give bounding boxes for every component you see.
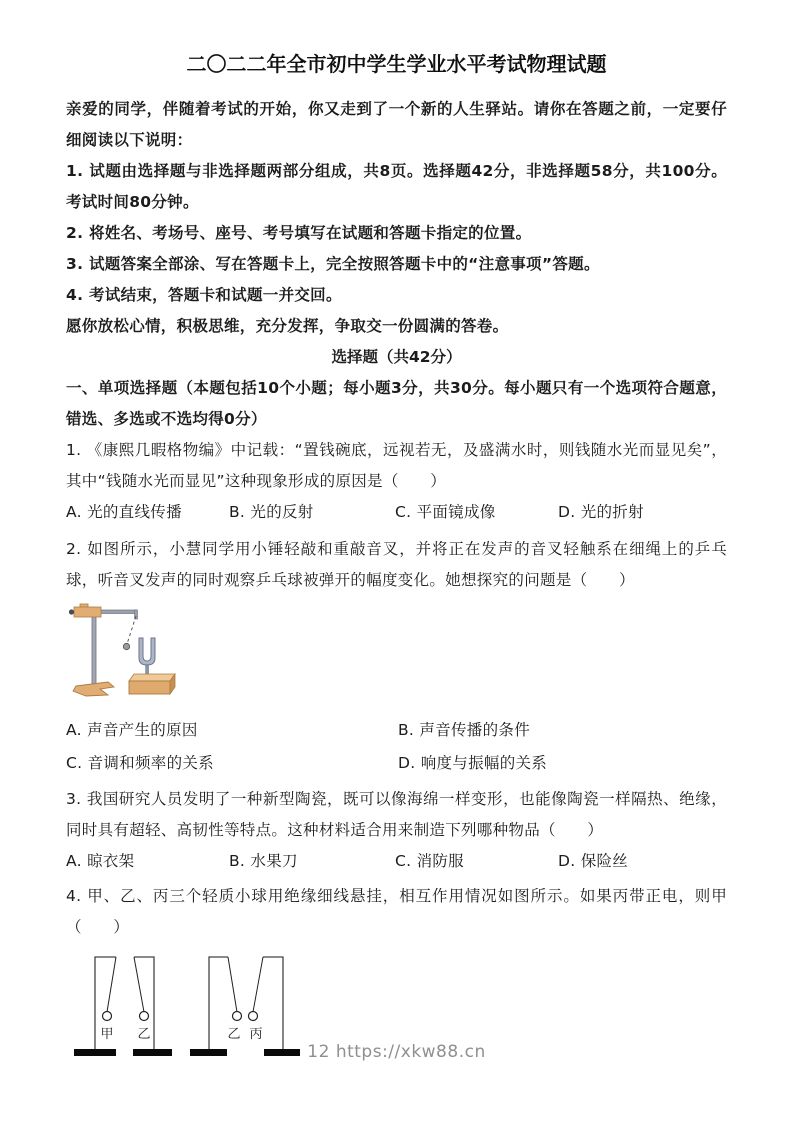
question-2-option-c: C. 音调和频率的关系 — [66, 754, 214, 772]
label-bing: 丙 — [249, 1027, 263, 1042]
stand-frame-3-left — [209, 957, 228, 1053]
label-yi-1: 乙 — [137, 1027, 151, 1042]
question-2-option-d: D. 响度与振幅的关系 — [398, 754, 548, 772]
tuning-fork — [139, 638, 155, 665]
stand-base — [73, 682, 114, 696]
question-1-options — [66, 497, 727, 528]
question-3-option-b: B. 水果刀 — [229, 852, 298, 870]
question-3-option-d: D. 保险丝 — [558, 852, 629, 870]
question-2-figure — [68, 602, 727, 712]
question-3-option-c: C. 消防服 — [395, 852, 464, 870]
question-2-option-a: A. 声音产生的原因 — [66, 721, 198, 739]
question-4-stem: 4. 甲、乙、丙三个轻质小球用绝缘细线悬挂，相互作用情况如图所示。如果丙带正电，则甲（ ） — [66, 887, 727, 936]
string-jia — [107, 957, 116, 1012]
section-header-choice: 选择题（共42分） — [331, 348, 462, 366]
ping-pong-ball — [123, 643, 129, 649]
wish-line: 愿你放松心情，积极思维，充分发挥，争取交一份圆满的答卷。 — [66, 317, 509, 335]
label-jia: 甲 — [100, 1027, 114, 1042]
question-1-option-a: A. 光的直线传播 — [66, 503, 182, 521]
question-3-options — [66, 846, 727, 877]
tuning-fork-apparatus-figure — [68, 602, 180, 708]
string-dashed — [127, 616, 136, 644]
string-yi-2 — [228, 957, 237, 1012]
intro-opening: 亲爱的同学，伴随着考试的开始，你又走到了一个新的人生驿站。请你在答题之前，一定要仔细阅读以下说明： — [66, 100, 727, 149]
label-yi-2: 乙 — [227, 1027, 241, 1042]
question-2-options-row-1 — [66, 714, 727, 747]
stand-frame-3-right — [263, 957, 283, 1053]
question-1-option-d: D. 光的折射 — [558, 503, 644, 521]
instruction-3: 3. 试题答案全部涂、写在答题卡上，完全按照答题卡中的“注意事项”答题。 — [66, 255, 600, 273]
wood-block-front — [129, 681, 170, 694]
part-header-single-choice: 一、单项选择题（本题包括10个小题；每小题3分，共30分。每小题只有一个选项符合题意，错选、多选或不选均得0分） — [66, 379, 727, 428]
wood-block-top — [129, 674, 175, 681]
question-1-option-b: B. 光的反射 — [229, 503, 314, 521]
question-3-option-a: A. 晾衣架 — [66, 852, 135, 870]
page-footer: 12 https://xkw88.cn — [307, 1042, 486, 1062]
question-1-option-c: C. 平面镜成像 — [395, 503, 496, 521]
question-2-stem: 2. 如图所示，小慧同学用小锤轻敲和重敲音叉，并将正在发声的音叉轻触系在细绳上的乒乓球，听音叉发声的同时观察乒乓球被弹开的幅度变化。她想探究的问题是（ ） — [66, 540, 727, 589]
question-3-stem: 3. 我国研究人员发明了一种新型陶瓷，既可以像海绵一样变形，也能像陶瓷一样隔热、绝缘，同时具有超轻、高韧性等特点。这种材料适合用来制造下列哪种物品（ ） — [66, 790, 727, 839]
clamp-block — [74, 607, 101, 617]
string-yi-1 — [134, 957, 144, 1012]
question-1-stem: 1. 《康熙几暇格物编》中记载：“置钱碗底，远视若无，及盛满水时，则钱随水光而显见矣”，其中“钱随水光而显见”这种现象形成的原因是（ ） — [66, 441, 727, 490]
instruction-4: 4. 考试结束，答题卡和试题一并交回。 — [66, 286, 342, 304]
question-2-option-b: B. 声音传播的条件 — [398, 721, 530, 739]
clamp-knob — [69, 609, 74, 614]
page-title: 二〇二二年全市初中学生学业水平考试物理试题 — [186, 52, 607, 76]
stand-pole — [92, 615, 96, 685]
ball-yi-1 — [140, 1012, 149, 1021]
question-2-options-row-2 — [66, 747, 727, 780]
instruction-1: 1. 试题由选择题与非选择题两部分组成，共8页。选择题42分，非选择题58分，共100分。考试时间80分钟。 — [66, 162, 727, 211]
ball-yi-2 — [233, 1012, 242, 1021]
ball-jia — [103, 1012, 112, 1021]
instruction-2: 2. 将姓名、考场号、座号、考号填写在试题和答题卡指定的位置。 — [66, 224, 532, 242]
string-bing — [253, 957, 263, 1012]
ball-bing — [249, 1012, 258, 1021]
